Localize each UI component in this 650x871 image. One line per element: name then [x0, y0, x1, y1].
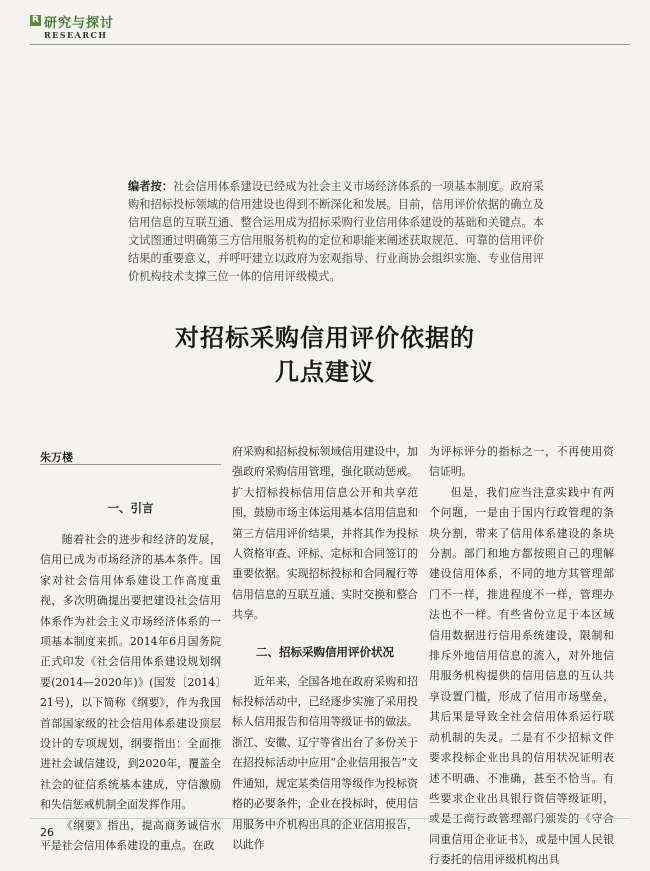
- paragraph: 府采购和招标投标领域信用建设中，加强政府采购信用管理，强化联动惩戒。扩大招标投标信用信息公开和共享范围，鼓励市场主体运用基本信用信息和第三方信用评价结果，并将其作为投标人资格审查、评标、定标和合同签订的重要依据。实现招标投标和合同履行等信用信息的互联互通、实时交换和整合共享。: [232, 445, 418, 622]
- section-heading-intro: 一、引言: [107, 501, 154, 515]
- column-1: [40, 500, 221, 857]
- editor-note-text: 社会信用体系建设已经成为社会主义市场经济体系的一项基本制度。政府采购和招标投标领域的信用建设也得到不断深化和发展。目前，信用评价依据的确立及信用信息的互联互通、整合运用成为招标采购行业信用体系建设的基础和关键点。本文试图通过明确第三方信用服务机构的定位和职能来阐述获取规范、可靠的信用评价结果的重要意义，并呼吁建立以政府为宏观指导、行业商协会组织实施、专业信用评价机构技术支撑三位一体的信用评级模式。: [128, 180, 544, 283]
- paragraph: 为评标评分的指标之一，不再使用资信证明。: [429, 445, 614, 479]
- article-title-line2: 几点建议: [275, 358, 375, 386]
- page-number: 26: [40, 826, 54, 839]
- column-2: [232, 442, 418, 855]
- header-divider: [30, 44, 630, 45]
- article-title-line1: 对招标采购信用评价依据的: [175, 324, 475, 352]
- author-divider: [40, 464, 221, 465]
- footer-divider: [30, 818, 630, 819]
- author-name: 朱万楼: [40, 451, 73, 464]
- section-subtitle: RESEARCH: [44, 30, 108, 40]
- section-heading-status: 二、招标采购信用评价状况: [256, 644, 394, 659]
- editor-note: [128, 178, 544, 286]
- section-logo-icon: R: [30, 15, 41, 26]
- editor-note-label: 编者按：: [128, 180, 173, 193]
- paragraph: 《纲要》指出，提高商务诚信水平是社会信用体系建设的重点。在政: [40, 818, 221, 853]
- paragraph: 随着社会的进步和经济的发展，信用已成为市场经济的基本条件。国家对社会信用体系建设工作高度重视，多次明确提出要把建设社会信用体系作为社会主义市场经济体系的一项基本制度来抓。2014年6月国务院正式印发《社会信用体系建设规划纲要(2014—2020年)》(国发〔2014〕21号)，以下简称《纲要》，作为我国首部国家级的社会信用体系建设顶层设计的专项规划，纲要指出：全面推进社会诚信建设，到2020年，覆盖全社会的征信系统基本建成，守信激励和失信惩戒机制全面发挥作用。: [40, 533, 221, 812]
- section-title: 研究与探讨: [44, 16, 115, 31]
- paragraph: 近年来，全国各地在政府采购和招标投标活动中，已经逐步实施了采用投标人信用报告和信用等级证书的做法。浙江、安徽、辽宁等省出台了多份关于在招投标活动中应用“企业信用报告”文件通知，规定某类信用等级作为投标资格的必要条件，企业在投标时，使用信用服务中介机构出具的企业信用报告，以此作: [232, 674, 418, 851]
- paragraph: 但是，我们应当注意实践中有两个问题，一是由于国内行政管理的条块分割，带来了信用体系建设的条块分割。部门和地方都按照自己的理解建设信用体系，不同的地方其管理部门不一样，推进程度不一样，管理办法也不一样。有些省份立足于本区域信用数据进行信用系统建设，限制和排斥外地信用信息的流入，对外地信用服务机构提供的信用信息的互认共享设置门槛，形成了信用市场壁垒，其后果是导致全社会信用体系运行联动机制的失灵。二是有不少招标文件要求投标企业出具的信用状况证明表述不明确、不准确，甚至不恰当。有些要求企业出具银行资信等级证明，或是工商行政管理部门颁发的《守合同重信用企业证书》，或是中国人民银行委托的信用评级机构出具: [429, 485, 614, 867]
- column-3: [429, 442, 614, 871]
